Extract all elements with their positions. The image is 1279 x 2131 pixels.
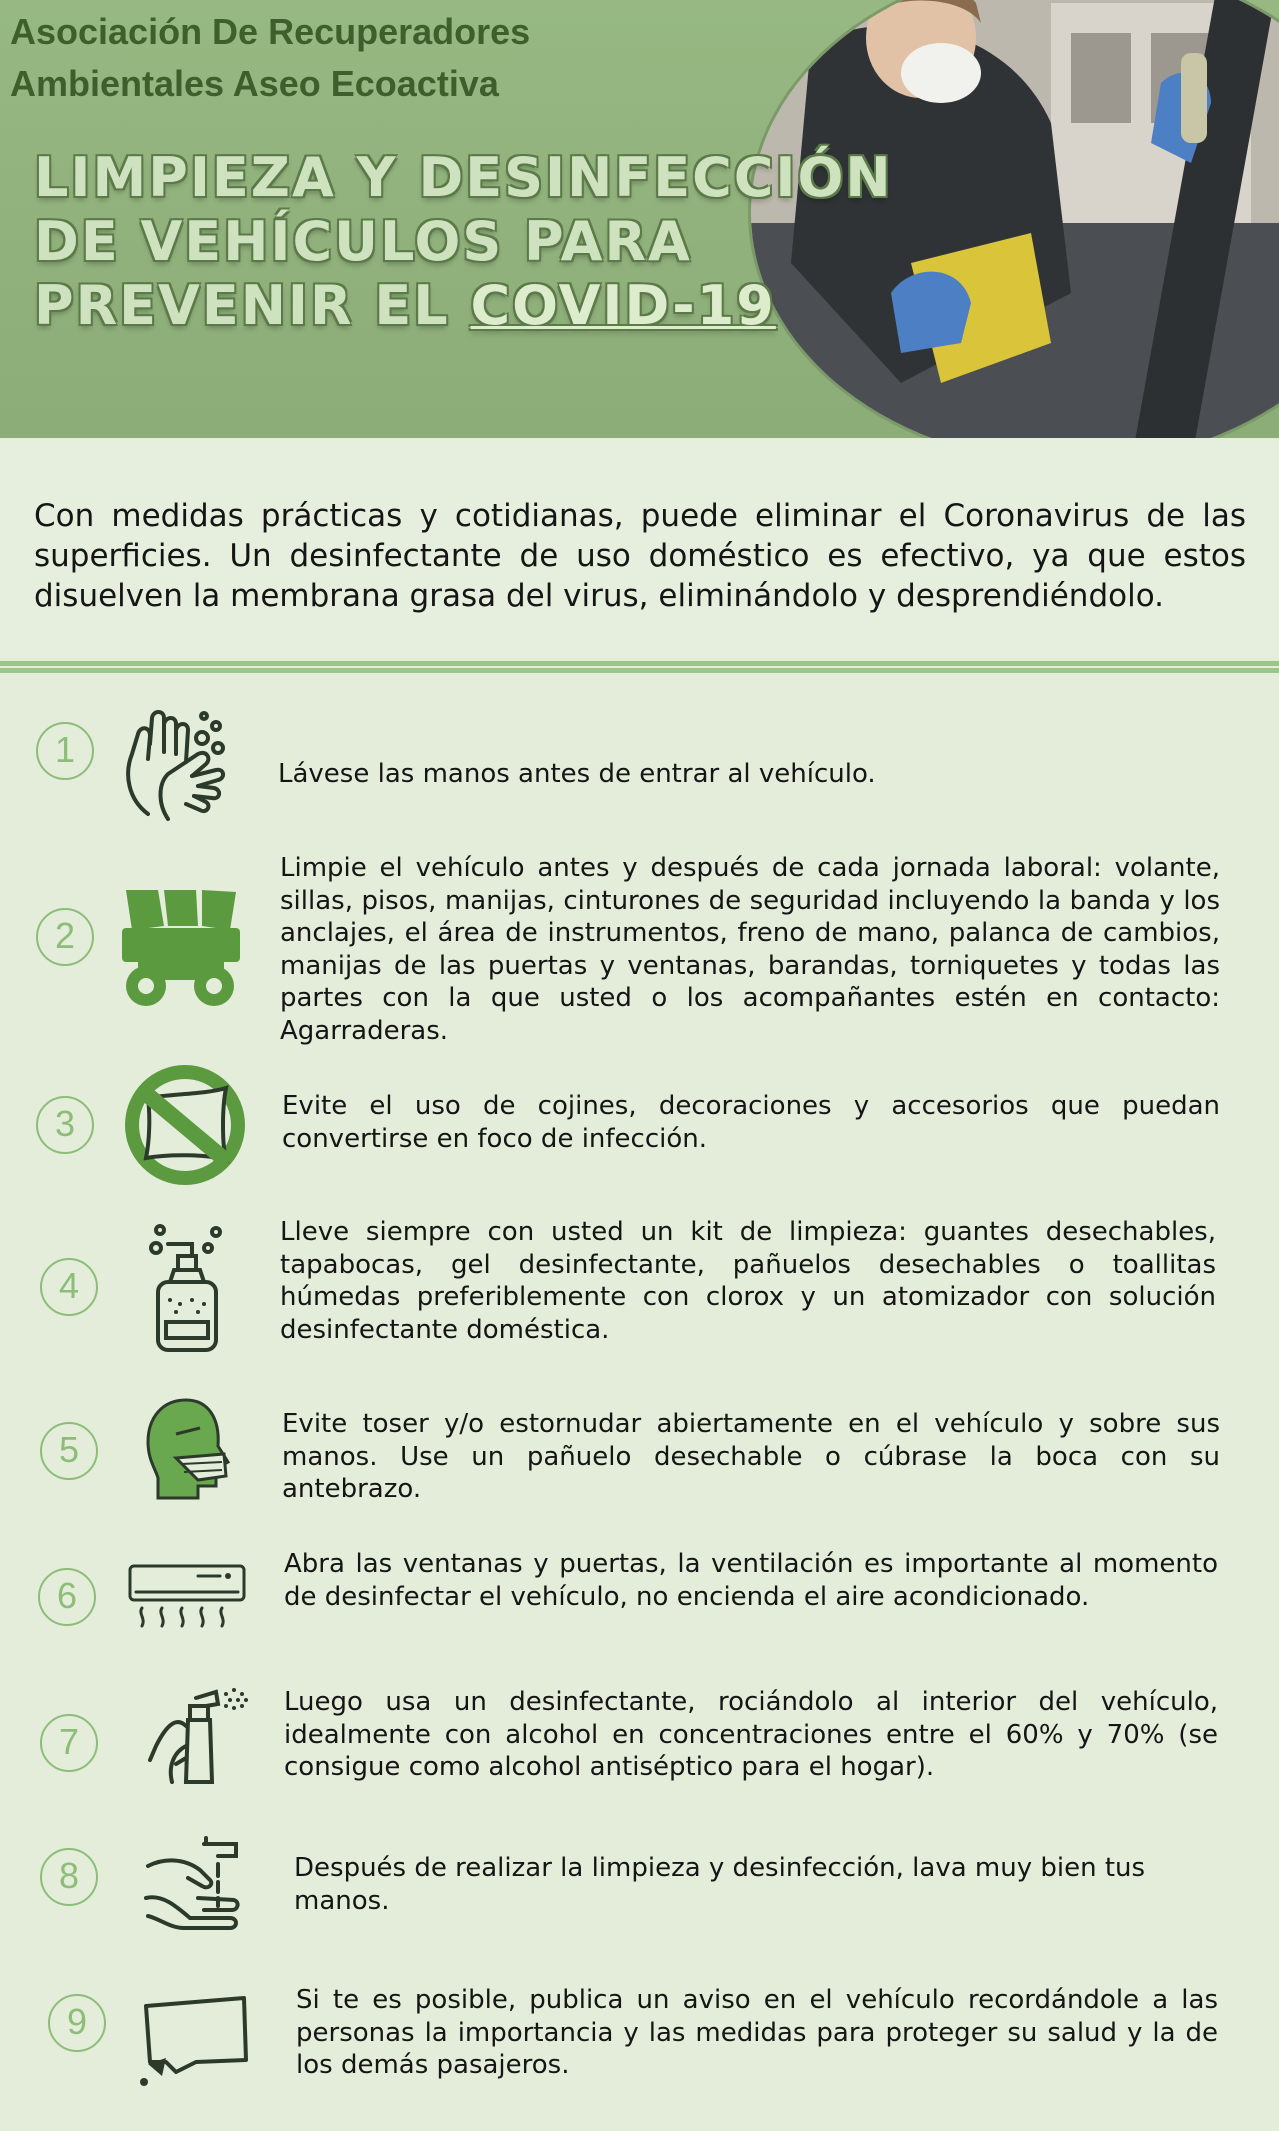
- header-banner: [0, 0, 1279, 438]
- vehicle-seat-icon: [118, 886, 244, 1012]
- step-number: 4: [40, 1258, 98, 1316]
- notice-board-icon: [136, 1992, 252, 2090]
- step-number: 9: [48, 1994, 106, 2052]
- title-line-2: DE VEHÍCULOS PARA: [34, 210, 692, 273]
- step-number: 7: [40, 1714, 98, 1772]
- org-line-2: Ambientales Aseo Ecoactiva: [10, 63, 499, 104]
- step-text: Abra las ventanas y puertas, la ventilación es importante al momento de desinfectar el vehículo, no encienda el aire acondicionado.: [284, 1549, 1218, 1612]
- faucet-hands-icon: [144, 1836, 244, 1932]
- step-text: Lleve siempre con usted un kit de limpieza: guantes desechables, tapabocas, gel desinfectante, pañuelos desechables o toallitas húmedas preferiblemente con clorox y un atomizador con solución desinfectante doméstica.: [280, 1217, 1216, 1345]
- step-number: 8: [40, 1848, 98, 1906]
- step-text: Luego usa un desinfectante, rociándolo al interior del vehículo, idealmente con alcohol en concentraciones entre el 60% y 70% (se consigue como alcohol antiséptico para el hogar).: [284, 1687, 1218, 1782]
- step-text: Después de realizar la limpieza y desinfección, lava muy bien tus manos.: [294, 1853, 1146, 1916]
- section-divider: [0, 661, 1279, 673]
- step-number: 3: [36, 1096, 94, 1154]
- step-text: Limpie el vehículo antes y después de cada jornada laboral: volante, sillas, pisos, manijas, cinturones de seguridad incluyendo la banda y los anclajes, el área de instrumentos, freno de mano, palanca de cambios, manijas de las puertas y ventanas, barandas, torniquetes y todas las partes con la que usted o los acompañantes estén en contacto: Agarraderas.: [280, 853, 1220, 1046]
- org-line-1: Asociación De Recuperadores: [10, 11, 531, 52]
- step-text: Evite el uso de cojines, decoraciones y accesorios que puedan convertirse en foco de infección.: [282, 1091, 1220, 1154]
- title-line-1: LIMPIEZA Y DESINFECCIÓN: [34, 146, 893, 209]
- no-pillow-icon: [118, 1058, 252, 1192]
- title-line-3: [34, 274, 893, 338]
- step-text: Si te es posible, publica un aviso en el vehículo recordándole a las personas la importancia y las medidas para proteger su salud y la de los demás pasajeros.: [296, 1985, 1218, 2080]
- title-line-3-prefix: PREVENIR EL: [34, 274, 471, 337]
- title-covid-highlight: COVID-19: [470, 274, 776, 337]
- step-text: Evite toser y/o estornudar abiertamente en el vehículo y sobre sus manos. Use un pañuelo desechable o cúbrase la boca con su antebrazo.: [282, 1409, 1220, 1504]
- page-title: [34, 146, 893, 338]
- step-number: 2: [36, 908, 94, 966]
- organization-name: [10, 6, 530, 110]
- step-number: 6: [38, 1568, 96, 1626]
- step-text: Lávese las manos antes de entrar al vehículo.: [278, 759, 876, 789]
- hand-washing-icon: [118, 704, 230, 824]
- step-number: 5: [40, 1422, 98, 1480]
- spray-hand-icon: [146, 1686, 252, 1786]
- step-number: 1: [36, 722, 94, 780]
- sanitizer-bottle-icon: [148, 1224, 228, 1354]
- intro-paragraph: Con medidas prácticas y cotidianas, puede eliminar el Coronavirus de las superficies. Un desinfectante de uso doméstico es efectivo, ya que estos disuelven la membrana grasa del virus, eliminándolo y desprendiéndolo.: [34, 498, 1246, 614]
- mask-head-icon: [146, 1398, 232, 1500]
- air-conditioner-icon: [128, 1562, 246, 1634]
